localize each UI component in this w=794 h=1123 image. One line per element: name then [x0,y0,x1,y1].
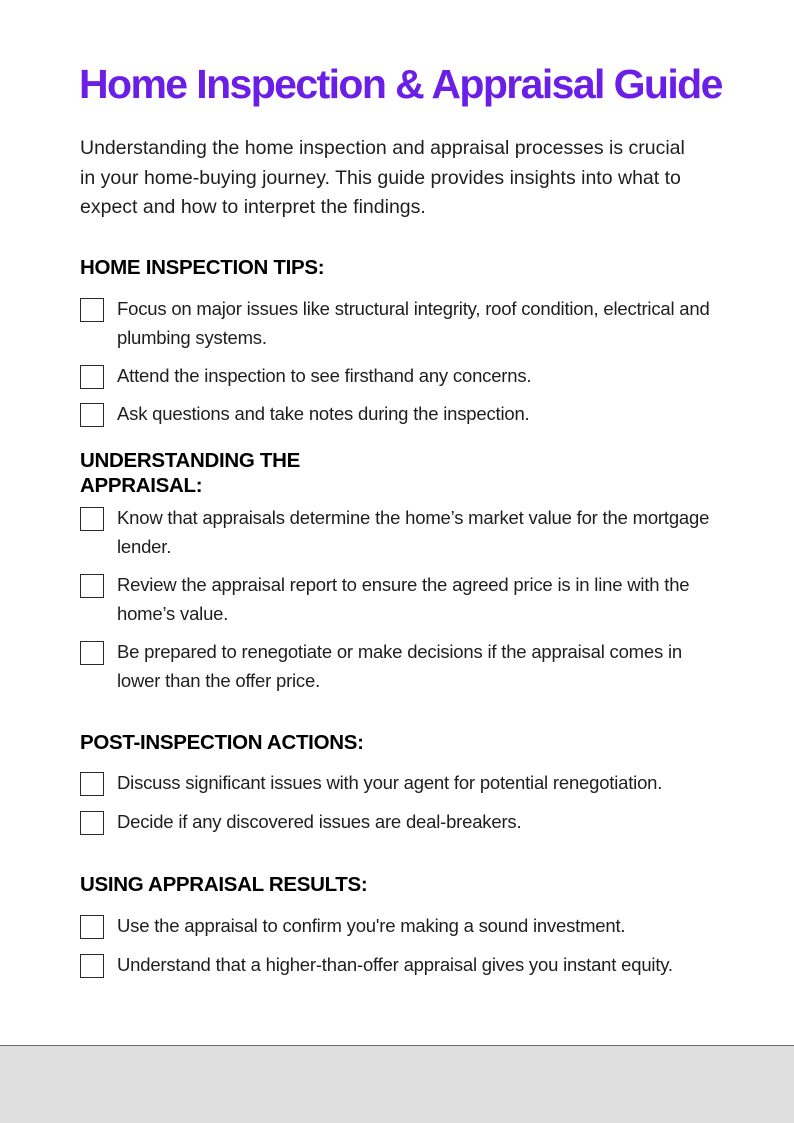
checkbox[interactable] [80,641,104,665]
checklist-item-text: Discuss significant issues with your agent for potential renegotiation. [117,772,663,793]
section-heading-using-appraisal-results: USING APPRAISAL RESULTS: [80,873,368,896]
checkbox[interactable] [80,403,104,427]
checklist-item-text: Know that appraisals determine the home’s market value for the mortgage lender. [117,507,710,557]
checklist-item-text: Attend the inspection to see firsthand any concerns. [117,365,532,386]
checklist-item-text: Understand that a higher-than-offer appraisal gives you instant equity. [117,954,673,975]
section-heading-home-inspection-tips: HOME INSPECTION TIPS: [80,256,325,279]
intro-paragraph: Understanding the home inspection and appraisal processes is crucial in your home-buying journey. This guide provides insights into what to expect and how to interpret the findings. [80,137,685,218]
checkbox[interactable] [80,507,104,531]
checkbox[interactable] [80,365,104,389]
footer-band [0,1045,794,1123]
section-heading-understanding-the-appraisal: UNDERSTANDING THE APPRAISAL: [80,449,301,497]
checklist-item-text: Review the appraisal report to ensure the agreed price is in line with the home’s value. [117,574,690,624]
page-title: Home Inspection & Appraisal Guide [79,61,722,107]
checkbox[interactable] [80,915,104,939]
checklist-item-text: Ask questions and take notes during the inspection. [117,403,530,424]
checkbox[interactable] [80,954,104,978]
checklist-item-text: Focus on major issues like structural integrity, roof condition, electrical and plumbing systems. [117,298,710,348]
checklist-item-text: Be prepared to renegotiate or make decisions if the appraisal comes in lower than the offer price. [117,641,682,691]
checkbox[interactable] [80,298,104,322]
checkbox[interactable] [80,772,104,796]
checkbox[interactable] [80,811,104,835]
section-heading-post-inspection-actions: POST-INSPECTION ACTIONS: [80,731,364,754]
checkbox[interactable] [80,574,104,598]
checklist-item-text: Use the appraisal to confirm you're making a sound investment. [117,915,626,936]
checklist-item-text: Decide if any discovered issues are deal-breakers. [117,811,522,832]
